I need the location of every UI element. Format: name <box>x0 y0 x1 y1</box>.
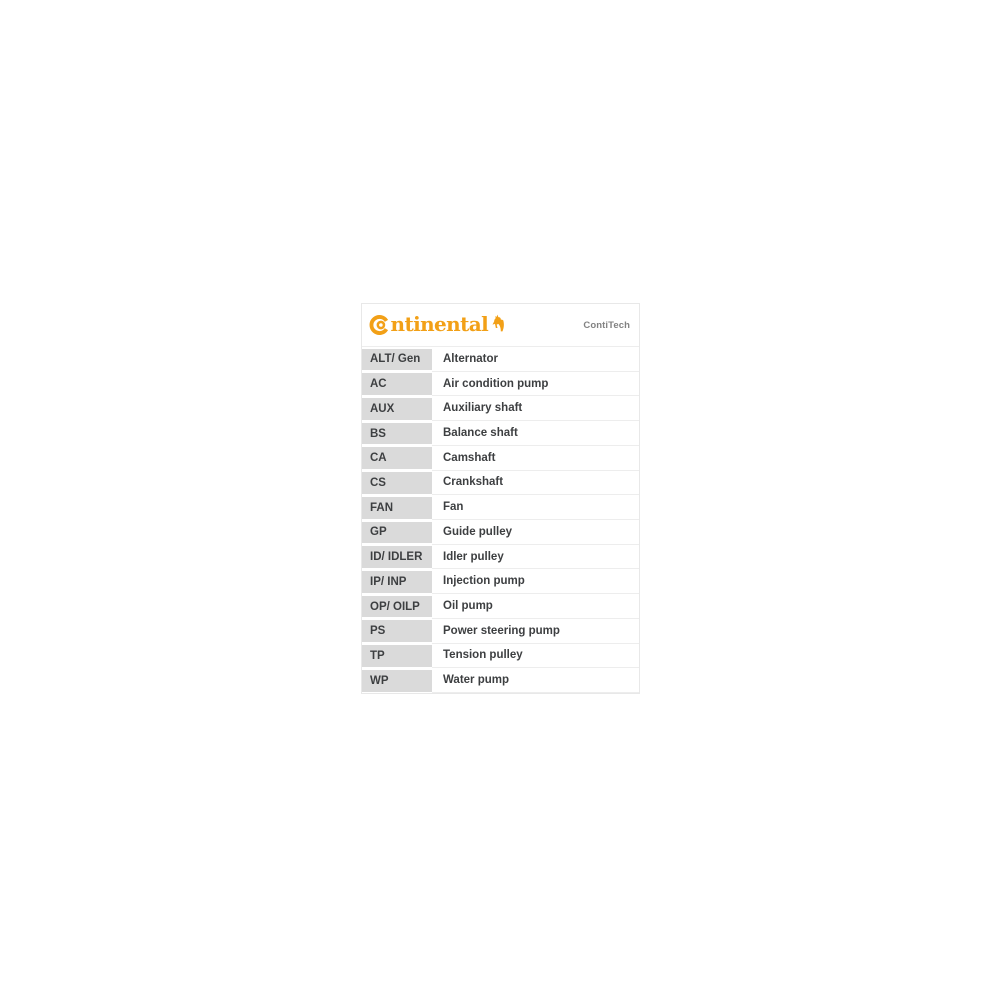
legend-row-ps <box>362 619 639 644</box>
description-cell: Fan <box>432 495 639 520</box>
description-cell: Power steering pump <box>432 619 639 644</box>
legend-row-ac <box>362 372 639 397</box>
abbreviation-cell: AC <box>362 373 432 395</box>
legend-row-gp <box>362 520 639 545</box>
abbreviation-cell: GP <box>362 522 432 544</box>
legend-row-ip-inp <box>362 569 639 594</box>
abbreviation-cell: IP/ INP <box>362 571 432 593</box>
abbreviation-cell: ALT/ Gen <box>362 349 432 371</box>
abbreviation-legend-table <box>361 303 640 694</box>
description-cell: Oil pump <box>432 594 639 619</box>
description-cell: Auxiliary shaft <box>432 396 639 421</box>
abbreviation-cell: CA <box>362 447 432 469</box>
contitech-label: ContiTech <box>583 319 630 331</box>
legend-row-ca <box>362 446 639 471</box>
legend-row-aux <box>362 396 639 421</box>
abbreviation-cell: PS <box>362 620 432 642</box>
legend-row-id-idler <box>362 545 639 570</box>
abbreviation-cell: AUX <box>362 398 432 420</box>
continental-wordmark: ntinental <box>390 312 489 336</box>
description-cell: Crankshaft <box>432 471 639 496</box>
description-cell: Idler pulley <box>432 545 639 570</box>
legend-row-bs <box>362 421 639 446</box>
legend-row-fan <box>362 495 639 520</box>
abbreviation-cell: FAN <box>362 497 432 519</box>
description-cell: Air condition pump <box>432 372 639 397</box>
description-cell: Camshaft <box>432 446 639 471</box>
abbreviation-cell: CS <box>362 472 432 494</box>
continental-logo <box>369 314 505 336</box>
abbreviation-cell: TP <box>362 645 432 667</box>
legend-row-wp <box>362 668 639 693</box>
abbreviation-cell: ID/ IDLER <box>362 546 432 568</box>
description-cell: Alternator <box>432 347 639 372</box>
legend-row-tp <box>362 644 639 669</box>
legend-row-op-oilp <box>362 594 639 619</box>
description-cell: Balance shaft <box>432 421 639 446</box>
abbreviation-cell: WP <box>362 670 432 692</box>
legend-row-cs <box>362 471 639 496</box>
abbreviation-cell: BS <box>362 423 432 445</box>
description-cell: Water pump <box>432 668 639 693</box>
continental-c-ring-icon <box>369 314 390 336</box>
description-cell: Tension pulley <box>432 644 639 669</box>
legend-row-alt-gen <box>362 347 639 372</box>
abbreviation-cell: OP/ OILP <box>362 596 432 618</box>
continental-horse-icon <box>490 313 505 333</box>
description-cell: Guide pulley <box>432 520 639 545</box>
description-cell: Injection pump <box>432 569 639 594</box>
legend-rows <box>362 347 639 693</box>
table-header <box>362 304 639 347</box>
